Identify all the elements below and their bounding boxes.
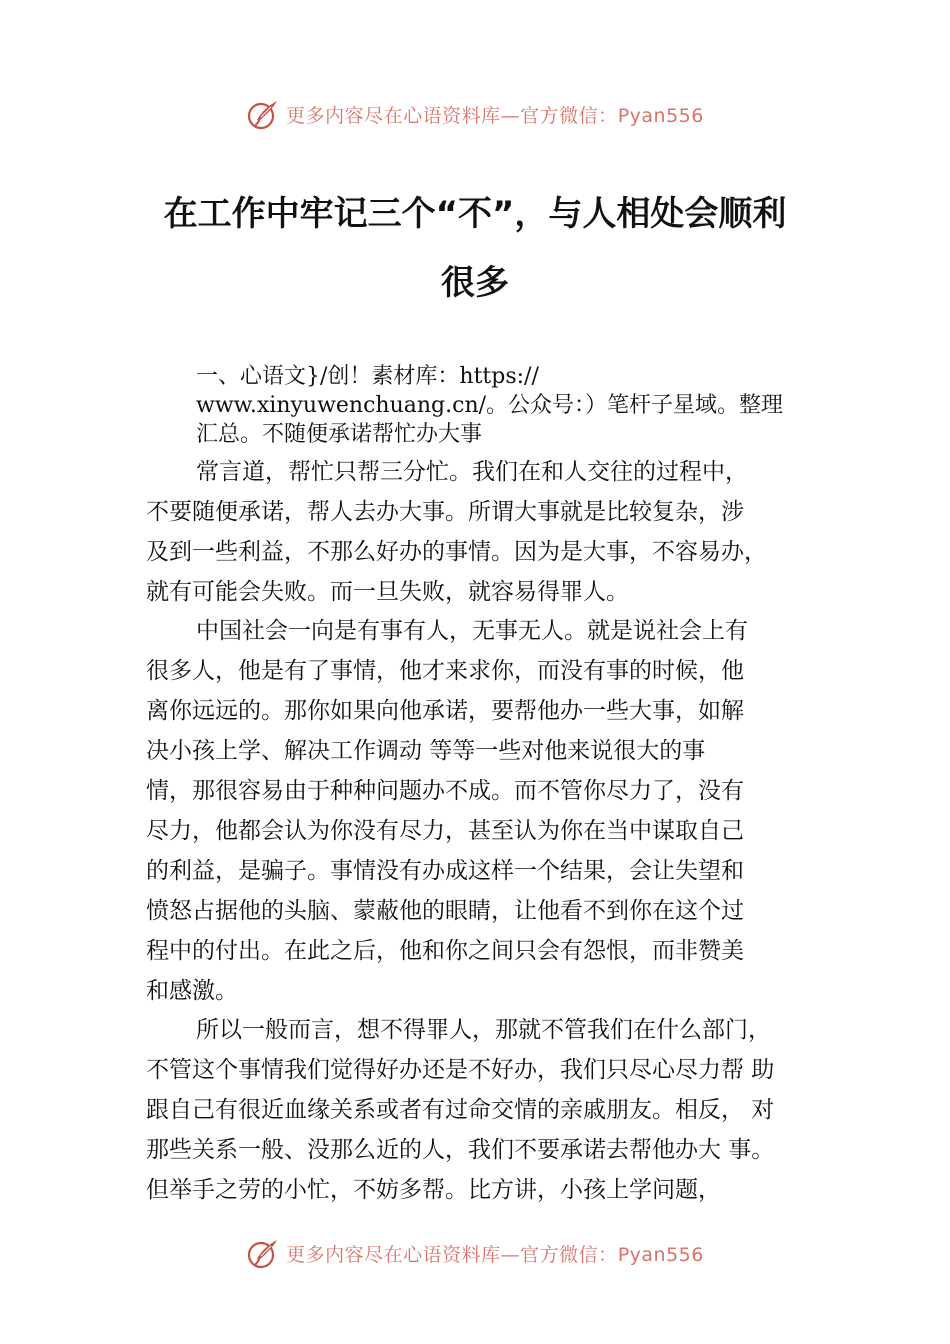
section-heading (196, 362, 856, 449)
paragraph-line: 但举手之劳的小忙，不妨多帮。比方讲，小孩上学问题， (146, 1177, 721, 1203)
document-title-line-2: 很多 (441, 263, 509, 303)
document-title-line-1: 在工作中牢记三个“不”，与人相处会顺利 (163, 194, 787, 234)
paragraph-line: 就有可能会失败。而一旦失败，就容易得罪人。 (146, 579, 629, 605)
paragraph-line: 情，那很容易由于种种问题办不成。而不管你尽力了，没有 (146, 778, 744, 804)
section-heading-line: 一、心语文}/创！素材库：https:// (196, 364, 539, 389)
paragraph-line: 不管这个事情我们觉得好办还是不好办，我们只尽心尽力帮 助 (146, 1057, 775, 1083)
paragraph-line: 那些关系一般、没那么近的人，我们不要承诺去帮他办大 事。 (146, 1137, 775, 1163)
paragraph-line: 常言道，帮忙只帮三分忙。我们在和人交往的过程中， (196, 459, 748, 485)
watermark-banner-bottom (0, 1233, 950, 1273)
paragraph-2 (146, 611, 846, 1011)
paragraph-line: 决小孩上学、解决工作调动 等等一些对他来说很大的事 (146, 738, 706, 764)
watermark-banner-top (0, 94, 950, 134)
paragraph-line: 中国社会一向是有事有人，无事无人。就是说社会上有 (196, 618, 748, 644)
paragraph-line: 的利益，是骗子。事情没有办成这样一个结果，会让失望和 (146, 858, 744, 884)
section-heading-line: 汇总。不随便承诺帮忙办大事 (196, 422, 483, 447)
paragraph-line: 很多人，他是有了事情，他才来求你，而没有事的时候，他 (146, 658, 744, 684)
watermark-text: 更多内容尽在心语资料库—官方微信：Pyan556 (286, 104, 704, 127)
paragraph-line: 愤怒占据他的头脑、蒙蔽他的眼睛，让他看不到你在这个过 (146, 898, 744, 924)
paragraph-line: 尽力，他都会认为你没有尽力，甚至认为你在当中谋取自己 (146, 818, 744, 844)
paragraph-1 (146, 452, 846, 612)
section-heading-line: www.xinyuwenchuang.cn/。公众号：）笔杆子星域。整理 (196, 393, 784, 418)
paragraph-line: 不要随便承诺，帮人去办大事。所谓大事就是比较复杂，涉 (146, 499, 744, 525)
paragraph-line: 及到一些利益，不那么好办的事情。因为是大事，不容易办， (146, 539, 767, 565)
paragraph-line: 离你远远的。那你如果向他承诺，要帮他办一些大事，如解 (146, 698, 744, 724)
paragraph-line: 所以一般而言，想不得罪人，那就不管我们在什么部门， (196, 1017, 771, 1043)
paragraph-line: 程中的付出。在此之后，他和你之间只会有怨恨，而非赞美 (146, 938, 744, 964)
paragraph-line: 跟自己有很近血缘关系或者有过命交情的亲戚朋友。相反， 对 (146, 1097, 775, 1123)
paragraph-line: 和感激。 (146, 978, 238, 1004)
watermark-text: 更多内容尽在心语资料库—官方微信：Pyan556 (286, 1243, 704, 1266)
paragraph-3 (146, 1010, 846, 1210)
feather-pen-logo-icon (246, 1236, 280, 1270)
feather-pen-logo-icon (246, 97, 280, 131)
